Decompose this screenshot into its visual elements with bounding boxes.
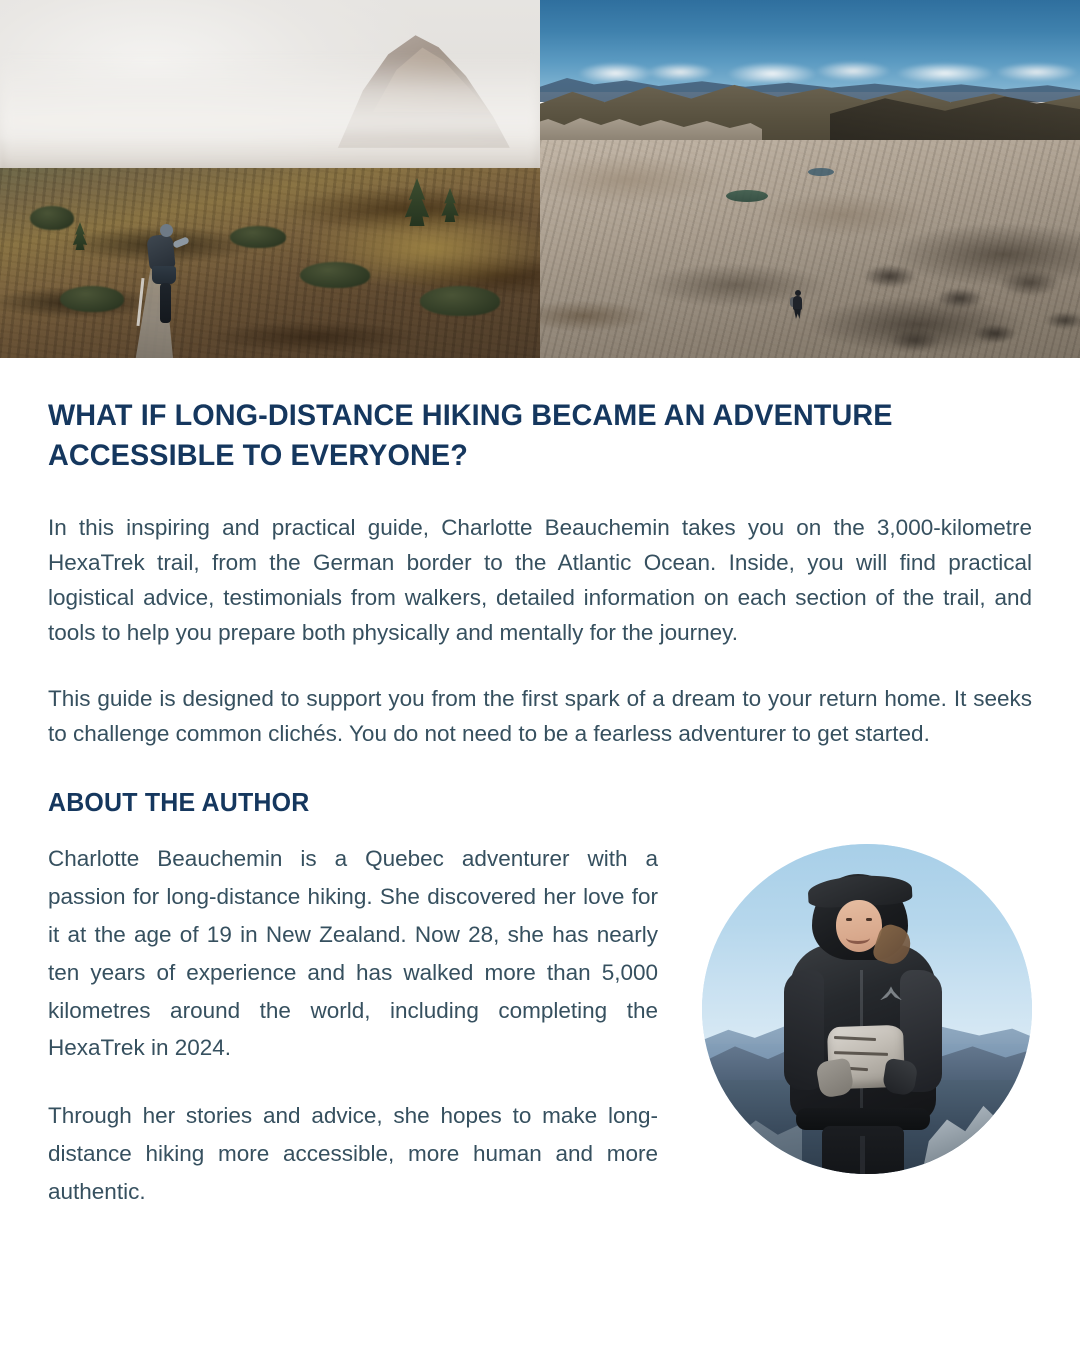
intro-paragraph-2: This guide is designed to support you from the first spark of a dream to your return home. It seeks to challenge common clichés. You do not need to be a fearless adventurer to get started. [48, 686, 1032, 747]
hiker-skirt [152, 266, 176, 284]
author-block [48, 840, 1032, 1210]
author-portrait-container [702, 844, 1032, 1174]
cloud-band [540, 60, 1080, 82]
author-paragraph-2: Through her stories and advice, she hopes to make long-distance hiking more accessible, more human and more authentic. [48, 1103, 658, 1204]
author-bio-text [48, 840, 658, 1210]
foggy-mountain-trail-photo [0, 0, 540, 358]
rocky-alpine-plateau-photo [540, 0, 1080, 358]
hiker-legs [794, 309, 801, 319]
about-the-author-heading: ABOUT THE AUTHOR [48, 787, 310, 818]
hiker-backpack [146, 234, 175, 271]
author-figure [784, 874, 954, 1174]
hiker-leg [160, 283, 171, 323]
author-paragraph-1: Charlotte Beauchemin is a Quebec adventurer with a passion for long-distance hiking. She discovered her love for it at the age of 19 in New Zealand. Now 28, she has nearly ten years of experience and has walked more than 5,000 kilometres around the world, including completing the HexaTrek in 2024. [48, 846, 658, 1061]
content-area [0, 358, 1080, 1211]
shrub [60, 286, 124, 312]
hiker-body [793, 296, 802, 310]
shrub [30, 206, 74, 230]
lone-hiker [792, 290, 804, 318]
author-portrait-photo [702, 844, 1032, 1174]
hiker-head [160, 224, 173, 237]
scree-field [840, 250, 1080, 358]
shrub [230, 226, 286, 248]
mountain-tarn-small [808, 168, 834, 176]
page-title: WHAT IF LONG-DISTANCE HIKING BECAME AN ADVENTURE ACCESSIBLE TO EVERYONE? [48, 399, 893, 472]
leg-separation [860, 1136, 865, 1174]
shrub [300, 262, 370, 288]
intro-paragraph-1: In this inspiring and practical guide, Charlotte Beauchemin takes you on the 3,000-kilometre HexaTrek trail, from the German border to the Atlantic Ocean. Inside, you will find practical logistical advice, testimonials from walkers, detailed information on each section of the trail, and tools to help you prepare both physically and mentally for the journey. [48, 514, 1032, 646]
shrub [420, 286, 500, 316]
hero-photo-strip [0, 0, 1080, 358]
mountain-tarn [726, 190, 768, 202]
fog-band [0, 55, 540, 185]
